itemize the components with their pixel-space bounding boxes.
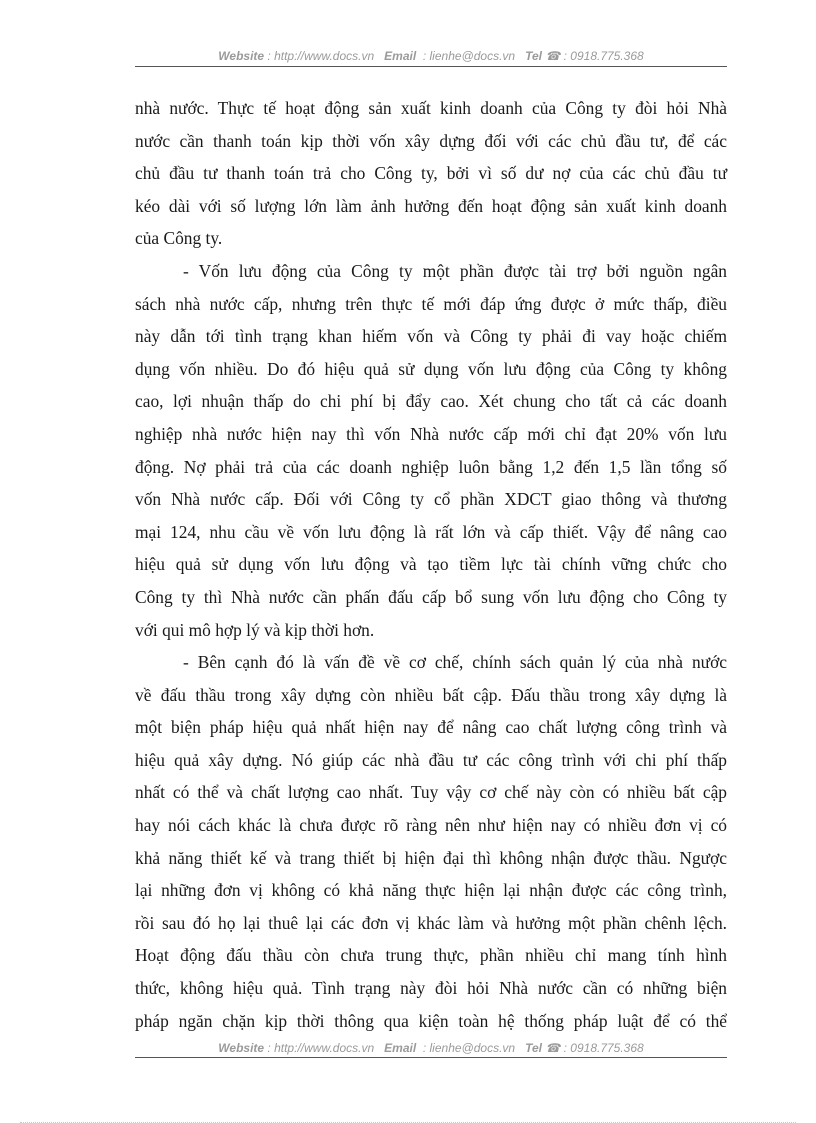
text-line: của Công ty. xyxy=(135,228,223,249)
text-line: nghiệp nhà nước hiện nay thì vốn Nhà nước cấp mới chỉ đạt 20% vốn lưu xyxy=(135,423,727,444)
text-line: hiệu quả sử dụng vốn lưu động và tạo tiềm lực tài chính vững chức cho xyxy=(135,554,727,575)
footer-email-link[interactable]: : lienhe@docs.vn xyxy=(422,1041,516,1055)
header-email-link[interactable]: : lienhe@docs.vn xyxy=(422,49,516,63)
text-line: kéo dài với số lượng lớn làm ảnh hưởng đến hoạt động sản xuất kinh doanh xyxy=(135,195,727,216)
text-line: hiệu quả xây dựng. Nó giúp các nhà đầu tư các công trình với chi phí thấp xyxy=(135,749,727,770)
footer-phone-number: ☎ : 0918.775.368 xyxy=(545,1041,644,1055)
text-line: mại 124, nhu cầu về vốn lưu động là rất lớn và cấp thiết. Vậy để nâng cao xyxy=(135,521,727,542)
text-line: pháp ngăn chặn kịp thời thông qua kiện toàn hệ thống pháp luật để có thể xyxy=(135,1010,727,1031)
page-footer xyxy=(135,1040,727,1056)
text-line: chủ đầu tư thanh toán trả cho Công ty, bởi vì số dư nợ của các chủ đầu tư xyxy=(135,163,727,184)
paragraph xyxy=(135,255,727,646)
header-tel-label: Tel xyxy=(525,49,542,63)
page-header xyxy=(135,48,727,64)
document-body xyxy=(135,92,727,1037)
header-email-label: Email xyxy=(384,49,417,63)
text-line: một biện pháp hiệu quả nhất hiện nay để nâng cao chất lượng công trình và xyxy=(135,717,727,738)
text-line: Công ty thì Nhà nước cần phấn đấu cấp bổ sung vốn lưu động cho Công ty xyxy=(135,586,727,607)
header-divider xyxy=(135,66,727,67)
text-line: hay nói cách khác là chưa được rõ ràng nên như hiện nay có nhiều đơn vị có xyxy=(135,815,727,836)
text-line: nước cần thanh toán kịp thời vốn xây dựng đối với các chủ đầu tư, để các xyxy=(135,130,727,151)
text-line: vốn Nhà nước cấp. Đối với Công ty cổ phần XDCT giao thông và thương xyxy=(135,489,727,510)
text-line: sách nhà nước cấp, nhưng trên thực tế mới đáp ứng được ở mức thấp, điều xyxy=(135,293,727,314)
header-website-link[interactable]: : http://www.docs.vn xyxy=(267,49,375,63)
text-line: này dẫn tới tình trạng khan hiếm vốn và Công ty phải đi vay hoặc chiếm xyxy=(135,326,727,347)
header-phone-number: ☎ : 0918.775.368 xyxy=(545,49,644,63)
text-line: - Bên cạnh đó là vấn đề về cơ chế, chính sách quản lý của nhà nước xyxy=(183,652,727,673)
paragraph xyxy=(135,92,727,255)
paragraph xyxy=(135,646,727,1037)
footer-website-label: Website xyxy=(218,1041,265,1055)
text-line: Hoạt động đấu thầu còn chưa trung thực, phần nhiều chỉ mang tính hình xyxy=(135,945,727,966)
footer-divider xyxy=(135,1057,727,1058)
text-line: về đấu thầu trong xây dựng còn nhiều bất cập. Đấu thầu trong xây dựng là xyxy=(135,684,727,705)
text-line: rồi sau đó họ lại thuê lại các đơn vị khác làm và hưởng một phần chênh lệch. xyxy=(135,912,727,933)
text-line: - Vốn lưu động của Công ty một phần được tài trợ bởi nguồn ngân xyxy=(183,260,727,281)
footer-website-link[interactable]: : http://www.docs.vn xyxy=(267,1041,375,1055)
text-line: dụng vốn nhiều. Do đó hiệu quả sử dụng vốn lưu động của Công ty không xyxy=(135,358,727,379)
text-line: lại những đơn vị không có khả năng thực hiện lại nhận được các công trình, xyxy=(135,880,727,901)
text-line: thức, không hiệu quả. Tình trạng này đòi hỏi Nhà nước cần có những biện xyxy=(135,978,727,999)
header-website-label: Website xyxy=(218,49,265,63)
text-line: nhà nước. Thực tế hoạt động sản xuất kinh doanh của Công ty đòi hỏi Nhà xyxy=(135,98,727,118)
footer-email-label: Email xyxy=(384,1041,417,1055)
text-line: nhất có thể và chất lượng cao nhất. Tuy vậy cơ chế này còn có nhiều bất cập xyxy=(135,782,727,803)
text-line: với qui mô hợp lý và kịp thời hơn. xyxy=(135,619,375,640)
text-line: cao, lợi nhuận thấp do chi phí bị đẩy cao. Xét chung cho tất cả các doanh xyxy=(135,391,727,412)
text-line: động. Nợ phải trả của các doanh nghiệp luôn bằng 1,2 đến 1,5 lần tổng số xyxy=(135,456,727,477)
text-line: khả năng thiết kế và trang thiết bị hiện đại thì không nhận được thầu. Ngược xyxy=(135,847,727,868)
footer-tel-label: Tel xyxy=(525,1041,542,1055)
